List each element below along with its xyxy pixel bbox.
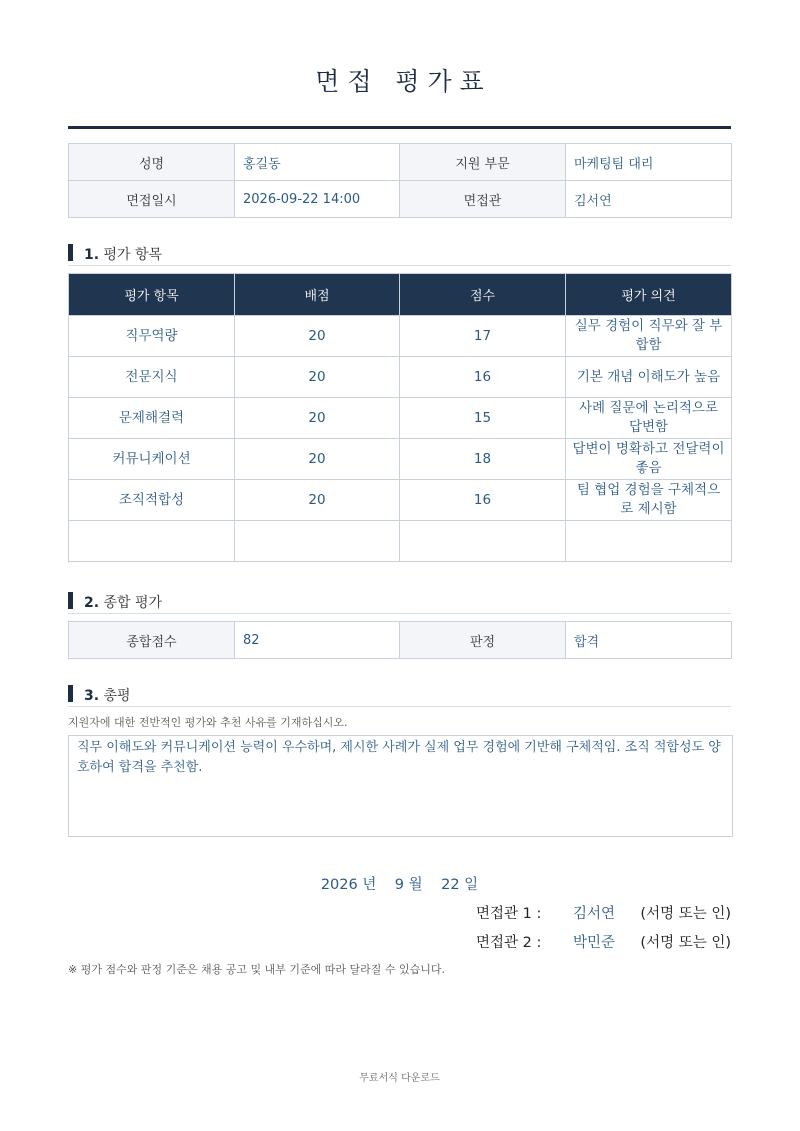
signature-name: 김서연 xyxy=(573,906,616,922)
date-day: 22 xyxy=(441,877,460,893)
row-item: 직무역량 xyxy=(69,316,235,357)
verdict-label: 판정 xyxy=(400,622,566,659)
date-month: 9 xyxy=(394,877,405,893)
sign-date xyxy=(68,873,731,894)
summary-table xyxy=(68,621,732,659)
dept-value: 마케팅팀 대리 xyxy=(566,144,732,181)
row-score: 17 xyxy=(400,316,566,357)
row-score: 16 xyxy=(400,357,566,398)
name-value: 홍길동 xyxy=(235,144,400,181)
interviewer-value: 김서연 xyxy=(566,181,732,218)
date-day-unit: 일 xyxy=(464,877,479,893)
table-row xyxy=(69,357,732,398)
date-value: 2026-09-22 14:00 xyxy=(235,181,400,218)
row-item: 문제해결력 xyxy=(69,398,235,439)
header-max: 배점 xyxy=(235,274,400,316)
row-score: 18 xyxy=(400,439,566,480)
evaluation-table xyxy=(68,273,732,562)
row-opinion: 사례 질문에 논리적으로 답변함 xyxy=(566,398,732,439)
date-year: 2026 xyxy=(320,877,358,893)
title-divider xyxy=(68,126,731,129)
page-footer: 무료서식 다운로드 xyxy=(359,1073,440,1084)
signature-placeholder[interactable]: (서명 또는 인) xyxy=(640,935,731,951)
row-opinion: 팀 협업 경험을 구체적으로 제시함 xyxy=(566,480,732,521)
interviewer-label: 면접관 xyxy=(400,181,566,218)
name-label: 성명 xyxy=(69,144,235,181)
table-row xyxy=(69,439,732,480)
section-heading-comment xyxy=(68,684,731,707)
row-max: 20 xyxy=(235,357,400,398)
section-number: 2. xyxy=(84,595,100,611)
applicant-info-table xyxy=(68,143,732,218)
table-row xyxy=(69,480,732,521)
signature-placeholder[interactable]: (서명 또는 인) xyxy=(640,906,731,922)
section-heading-evaluation xyxy=(68,243,731,266)
section-heading-summary xyxy=(68,591,731,614)
row-score: 16 xyxy=(400,480,566,521)
section-marker xyxy=(68,685,73,702)
total-score-label: 종합점수 xyxy=(69,622,235,659)
date-year-unit: 년 xyxy=(362,877,377,893)
summary-row xyxy=(69,622,732,659)
signature-line xyxy=(431,902,731,924)
row-max: 20 xyxy=(235,439,400,480)
table-row-empty xyxy=(69,521,732,562)
row-item: 조직적합성 xyxy=(69,480,235,521)
header-score: 점수 xyxy=(400,274,566,316)
verdict-value: 합격 xyxy=(566,622,732,659)
info-row xyxy=(69,144,732,181)
signature-name: 박민준 xyxy=(573,935,616,951)
footnote: ※ 평가 점수와 판정 기준은 채용 공고 및 내부 기준에 따라 달라질 수 있습니다. xyxy=(68,963,445,976)
comment-box[interactable]: 직무 이해도와 커뮤니케이션 능력이 우수하며, 제시한 사례가 실제 업무 경험에 기반해 구체적임. 조직 적합성도 양호하여 합격을 추천함. xyxy=(68,735,733,837)
table-row xyxy=(69,316,732,357)
row-item: 전문지식 xyxy=(69,357,235,398)
row-opinion: 기본 개념 이해도가 높음 xyxy=(566,357,732,398)
info-row xyxy=(69,181,732,218)
header-item: 평가 항목 xyxy=(69,274,235,316)
row-opinion: 답변이 명확하고 전달력이 좋음 xyxy=(566,439,732,480)
row-max: 20 xyxy=(235,316,400,357)
section-title: 평가 항목 xyxy=(103,247,163,263)
date-label: 면접일시 xyxy=(69,181,235,218)
row-max: 20 xyxy=(235,480,400,521)
section-marker xyxy=(68,592,73,609)
dept-label: 지원 부문 xyxy=(400,144,566,181)
table-header-row xyxy=(69,274,732,316)
row-max: 20 xyxy=(235,398,400,439)
signature-line xyxy=(431,931,731,953)
total-score-value: 82 xyxy=(235,622,400,659)
table-row xyxy=(69,398,732,439)
section-marker xyxy=(68,244,73,261)
section-number: 1. xyxy=(84,247,100,263)
section-title: 종합 평가 xyxy=(103,595,163,611)
section-title: 총평 xyxy=(103,688,131,704)
signature-label: 면접관 2 : xyxy=(476,935,542,951)
row-score: 15 xyxy=(400,398,566,439)
row-opinion: 실무 경험이 직무와 잘 부합함 xyxy=(566,316,732,357)
comment-hint: 지원자에 대한 전반적인 평가와 추천 사유를 기재하십시오. xyxy=(68,716,348,729)
section-number: 3. xyxy=(84,688,100,704)
header-opinion: 평가 의견 xyxy=(566,274,732,316)
page-title: 면 접 평 가 표 xyxy=(315,67,484,96)
date-month-unit: 월 xyxy=(408,877,423,893)
signature-label: 면접관 1 : xyxy=(476,906,542,922)
row-item: 커뮤니케이션 xyxy=(69,439,235,480)
